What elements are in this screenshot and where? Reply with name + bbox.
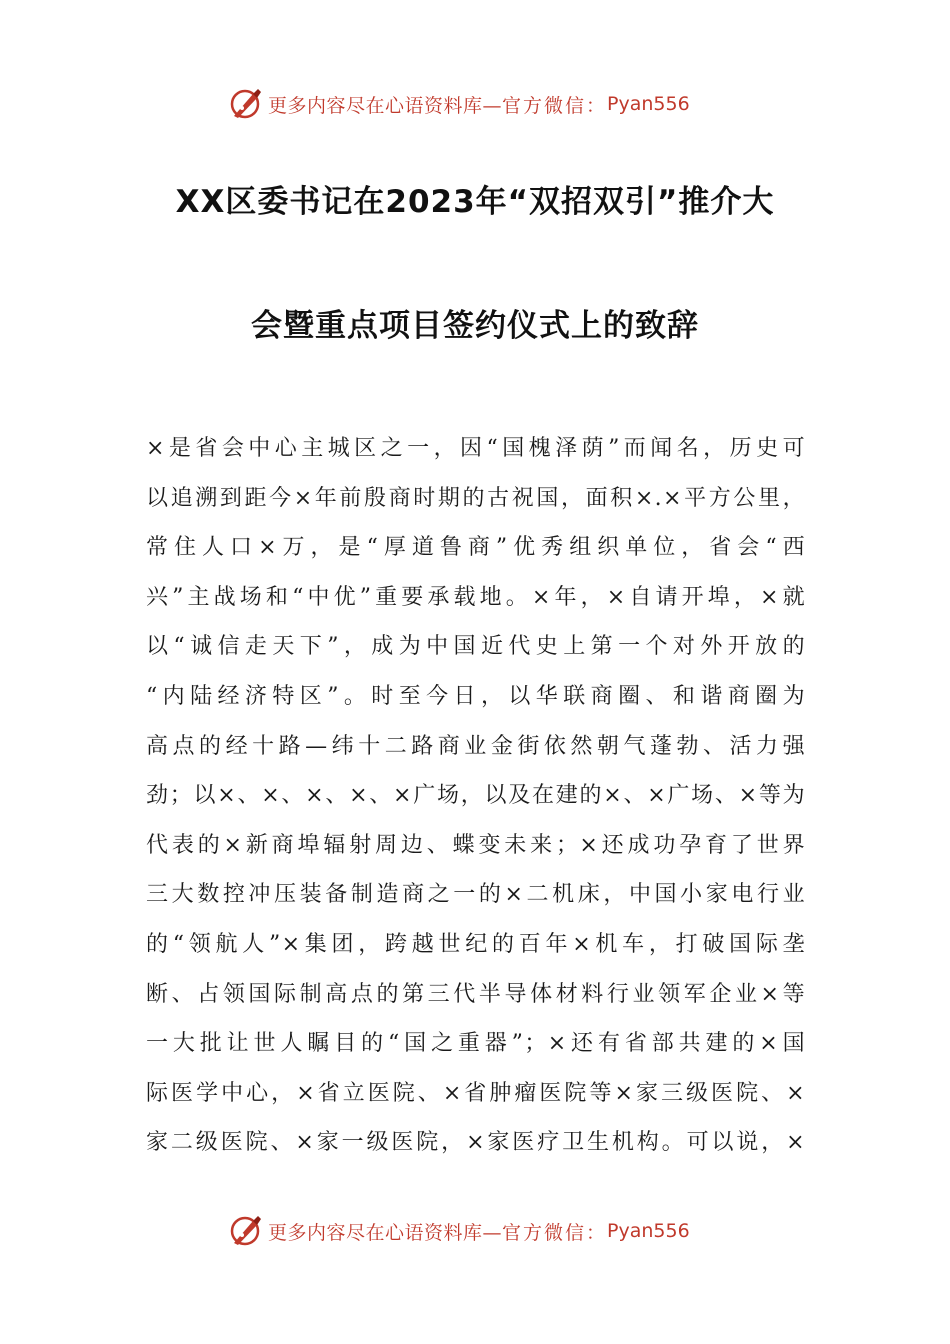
- body-line: 以“诚信走天下”，成为中国近代史上第一个对外开放的: [146, 634, 806, 660]
- document-title-line-1: XX区委书记在2023年“双招双引”推介大: [175, 184, 775, 220]
- header-banner: [228, 84, 690, 124]
- body-line: 一大批让世人瞩目的“国之重器”；×还有省部共建的×国: [146, 1031, 806, 1057]
- body-line: 代表的×新商埠辐射周边、蝶变未来；×还成功孕育了世界: [146, 832, 806, 858]
- body-line: ×是省会中心主城区之一，因“国槐泽荫”而闻名，历史可: [146, 436, 806, 461]
- body-line: 以追溯到距今×年前殷商时期的古祝国，面积×.×平方公里，: [146, 485, 806, 511]
- pen-nib-circle-icon: [228, 1213, 264, 1249]
- body-line: 际医学中心，×省立医院、×省肿瘤医院等×家三级医院、×: [146, 1080, 806, 1106]
- document-body: [146, 424, 806, 1168]
- body-line: 高点的经十路—纬十二路商业金街依然朝气蓬勃、活力强: [146, 733, 806, 759]
- banner-wechat-id: Pyan556: [607, 1220, 690, 1242]
- document-title-line-2: 会暨重点项目签约仪式上的致辞: [251, 308, 699, 344]
- banner-slogan: 更多内容尽在心语资料库—: [268, 1221, 503, 1244]
- banner-wechat-label: 官方微信：: [502, 1221, 608, 1244]
- body-line: 的“领航人”×集团，跨越世纪的百年×机车，打破国际垄: [146, 931, 806, 957]
- banner-wechat-label: 官方微信：: [502, 94, 608, 117]
- body-line: 家二级医院、×家一级医院，×家医疗卫生机构。可以说，×: [146, 1130, 806, 1156]
- body-line: 断、占领国际制高点的第三代半导体材料行业领军企业×等: [146, 981, 806, 1007]
- body-line: 兴”主战场和“中优”重要承载地。×年，×自请开埠，×就: [146, 584, 806, 610]
- banner-slogan: 更多内容尽在心语资料库—: [268, 94, 503, 117]
- pen-nib-circle-icon: [228, 86, 264, 122]
- body-line: “内陆经济特区”。时至今日，以华联商圈、和谐商圈为: [146, 683, 806, 709]
- footer-banner: [228, 1211, 690, 1251]
- body-line: 劲；以×、×、×、×、×广场，以及在建的×、×广场、×等为: [146, 783, 806, 809]
- body-line: 三大数控冲压装备制造商之一的×二机床，中国小家电行业: [146, 882, 806, 908]
- body-line: 常住人口×万，是“厚道鲁商”优秀组织单位，省会“西: [146, 535, 806, 561]
- banner-wechat-id: Pyan556: [607, 93, 690, 115]
